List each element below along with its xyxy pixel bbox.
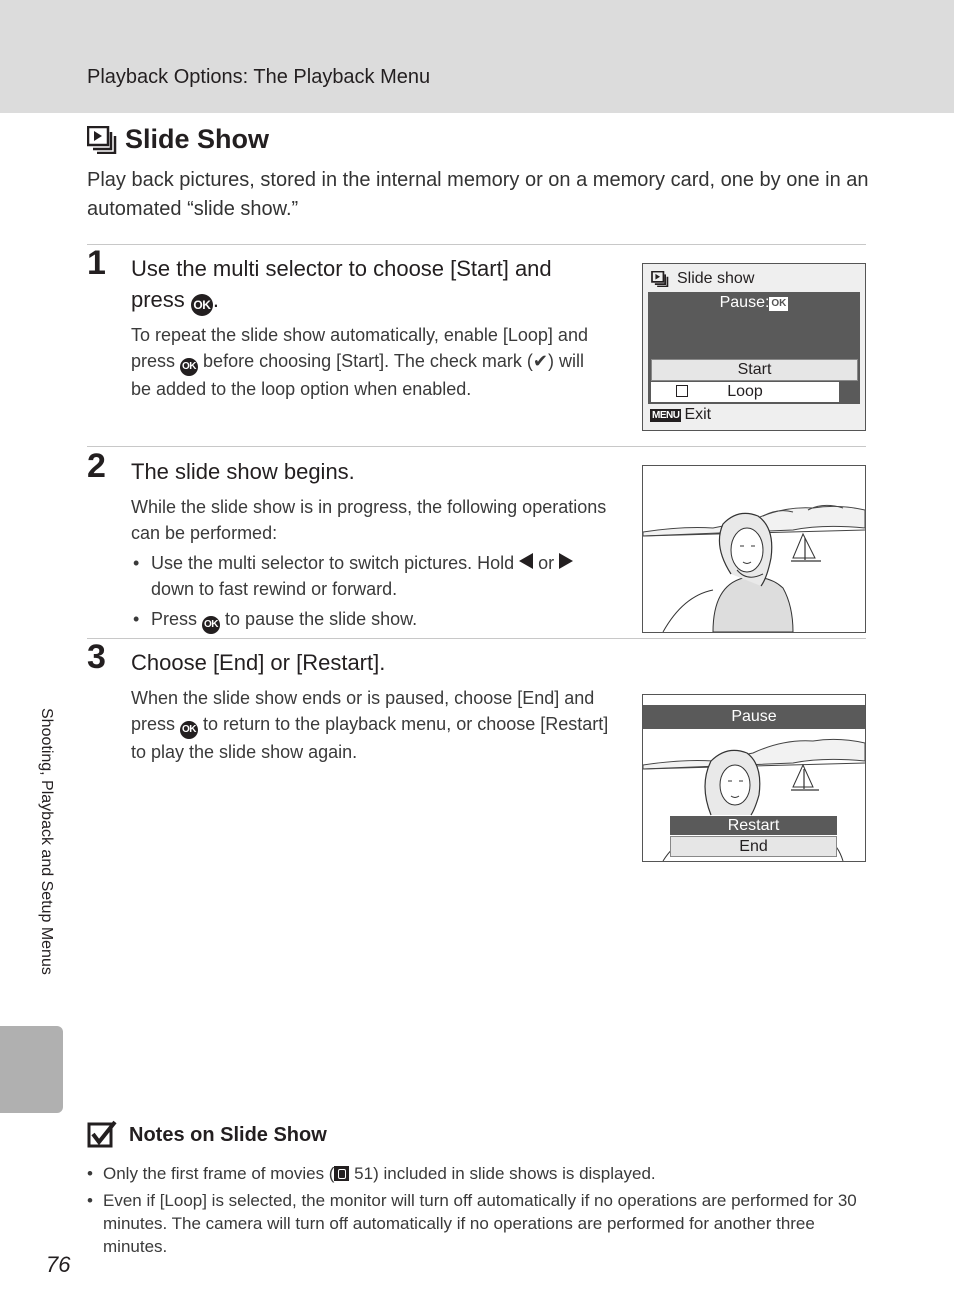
loop-checkbox-icon [676,385,688,397]
intro-paragraph: Play back pictures, stored in the internal memory or on a memory card, one by one in an automated “slide show.” [87,169,869,220]
step-body: When the slide show ends or is paused, choose [End] and press OK to return to the playback menu, or choose [Restart] to play the slide show again. [131,688,609,762]
ok-button-icon: OK [180,721,198,739]
step-heading: Use the multi selector to choose [Start] and press OK . [131,253,611,316]
camera-screen-slide-show-photo [642,465,866,633]
camera-screen-pause-menu [642,694,866,862]
section-title-text: Slide Show [125,124,270,154]
right-arrow-icon [559,553,573,569]
pause-label: Pause: OK [719,294,787,311]
camera-screen-slide-show-menu [642,263,866,431]
step-heading: Choose [End] or [Restart]. [131,650,386,675]
step-number: 3 [87,638,106,676]
page-reference-icon [334,1166,349,1181]
list-item: • Only the first frame of movies ( 51) included in slide shows is displayed. [87,1162,867,1185]
slide-show-icon [651,271,669,287]
step-body: While the slide show is in progress, the following operations can be performed: • Use the multi selector to switch pictures. Hold or down to fast rewind or forward. • Press OK to pause the slide show. [131,494,611,638]
step-heading: The slide show begins. [131,459,355,484]
page-number: 76 [46,1252,71,1277]
restart-option: Restart [670,816,837,835]
divider [87,446,866,447]
pause-label: Pause [643,705,865,729]
step-body: To repeat the slide show automatically, enable [Loop] and press OK before choosing [Start]. The check mark (✔) will be added to the loop option when enabled. [131,325,588,399]
section-title [87,124,269,155]
check-mark-icon: ✔ [532,351,548,371]
divider [87,244,866,245]
ok-button-icon: OK [191,294,213,316]
left-arrow-icon [519,553,533,569]
list-item: • Press OK to pause the slide show. [131,606,611,634]
side-tab [0,1026,63,1113]
notes-title: Notes on Slide Show [87,1120,327,1150]
note-check-icon [87,1120,119,1150]
ok-button-icon: OK [202,616,220,634]
screen-panel [648,292,860,404]
ok-icon: OK [771,298,787,309]
list-item: • Use the multi selector to switch pictures. Hold or down to fast rewind or forward. [131,550,611,602]
ok-button-icon: OK [180,358,198,376]
side-tab-label: Shooting, Playback and Setup Menus [38,708,55,975]
exit-hint: MENU Exit [652,406,712,423]
notes-list [87,1162,867,1262]
header-title: Playback Options: The Playback Menu [87,66,431,88]
menu-icon: MENU [652,409,680,421]
screen-title: Slide show [651,270,754,288]
header-band [0,0,954,113]
loop-option: Loop [651,382,839,402]
end-option: End [670,836,837,857]
list-item: • Even if [Loop] is selected, the monitor will turn off automatically if no operations are performed for 30 minutes. The camera will turn off automatically if no operations are performed for another three minutes. [87,1189,867,1258]
step-number: 2 [87,447,106,485]
divider [87,638,866,639]
portrait-photo-illustration [643,466,865,632]
slide-show-icon [87,126,117,154]
step-number: 1 [87,244,106,282]
start-option: Start [651,359,858,381]
